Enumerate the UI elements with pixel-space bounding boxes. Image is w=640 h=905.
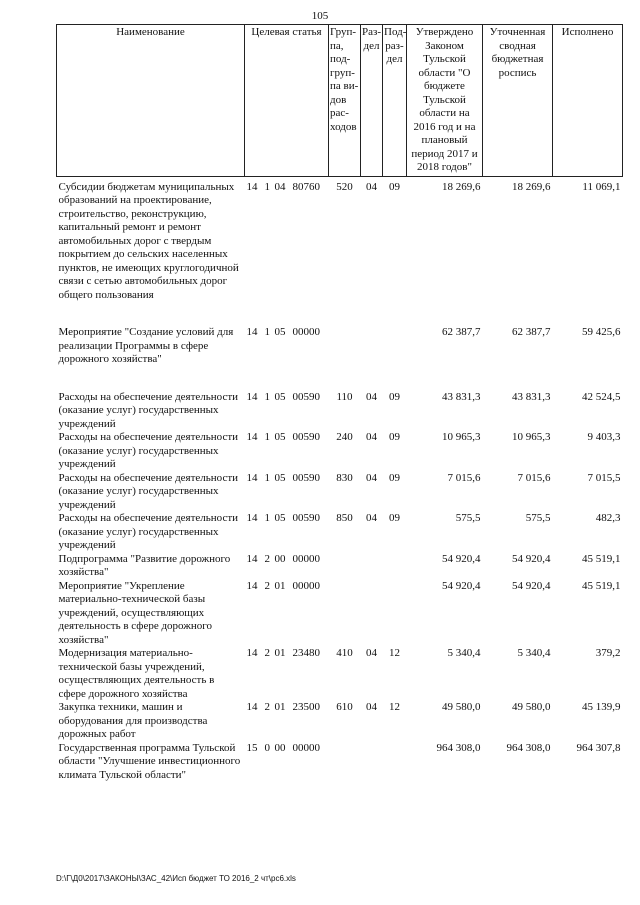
table-row (57, 512, 623, 553)
code-subprogram: 1 (264, 431, 270, 443)
row-subsection: 09 (389, 390, 400, 403)
code-event: 05 (274, 512, 286, 524)
code-program: 14 (246, 180, 258, 193)
row-expense-group: 830 (336, 471, 353, 484)
row-expense-group: 610 (336, 701, 353, 713)
row-target-code (245, 431, 329, 472)
code-subprogram: 1 (264, 180, 270, 193)
row-name: Мероприятие "Укрепление материально-технической базы учреждений, осуществляющих деятельность в сфере дорожного хозяйства" (58, 579, 213, 646)
row-approved: 964 308,0 (436, 741, 481, 754)
table-row (57, 176, 623, 302)
row-expense-group: 110 (336, 390, 353, 403)
row-subsection (383, 580, 407, 648)
row-executed: 45 139,9 (582, 701, 621, 713)
code-program: 14 (246, 390, 258, 403)
row-target-code (245, 176, 329, 302)
row-approved: 62 387,7 (442, 326, 481, 338)
code-direction: 23500 (292, 701, 320, 713)
row-subsection: 09 (389, 512, 400, 524)
row-approved: 10 965,3 (442, 431, 481, 443)
row-executed: 42 524,5 (582, 390, 621, 403)
row-target-code (245, 326, 329, 367)
table-row (57, 647, 623, 701)
code-event: 05 (274, 431, 286, 443)
code-direction: 80760 (292, 180, 320, 193)
code-program: 14 (246, 431, 258, 443)
row-name: Расходы на обеспечение деятельности (оказание услуг) государственных учреждений (58, 512, 239, 551)
code-subprogram: 2 (264, 552, 270, 565)
row-subsection (383, 326, 407, 367)
row-approved: 54 920,4 (442, 579, 481, 592)
row-section (361, 742, 383, 783)
row-expense-group: 240 (336, 431, 353, 443)
code-program: 14 (246, 512, 258, 524)
row-refined: 54 920,4 (512, 552, 551, 565)
code-direction: 00000 (292, 579, 320, 592)
code-subprogram: 0 (264, 741, 270, 754)
row-name: Государственная программа Тульской области "Улучшение инвестиционного климата Тульской области" (58, 741, 241, 781)
row-executed: 11 069,1 (582, 180, 621, 193)
table-row (57, 391, 623, 432)
row-section: 04 (366, 512, 377, 524)
code-event: 00 (274, 741, 286, 754)
table-row (57, 326, 623, 367)
row-executed: 9 403,3 (587, 431, 621, 443)
budget-table (56, 24, 623, 782)
row-name: Подпрограмма "Развитие дорожного хозяйства" (58, 552, 231, 578)
table-row (57, 472, 623, 513)
row-section: 04 (366, 180, 377, 193)
header-subsection: Под- раз- дел (383, 25, 407, 177)
row-expense-group (329, 742, 361, 783)
row-section: 04 (366, 471, 377, 484)
row-subsection: 09 (389, 180, 400, 193)
row-executed: 45 519,1 (582, 579, 621, 592)
row-expense-group: 520 (336, 180, 353, 193)
code-direction: 00000 (292, 741, 320, 754)
row-subsection: 09 (389, 431, 400, 443)
code-direction: 00590 (292, 431, 320, 443)
row-approved: 54 920,4 (442, 552, 481, 565)
row-name: Расходы на обеспечение деятельности (оказание услуг) государственных учреждений (58, 390, 239, 430)
row-approved: 5 340,4 (447, 647, 481, 659)
row-refined: 10 965,3 (512, 431, 551, 443)
code-event: 05 (274, 471, 286, 484)
code-program: 14 (246, 552, 258, 565)
header-refined: Уточненная сводная бюджетная роспись (483, 25, 553, 177)
row-executed: 59 425,6 (582, 326, 621, 338)
row-approved: 43 831,3 (442, 390, 481, 403)
table-row (57, 553, 623, 580)
row-refined: 54 920,4 (512, 579, 551, 592)
code-subprogram: 2 (264, 701, 270, 713)
code-subprogram: 1 (264, 471, 270, 484)
row-approved: 7 015,6 (447, 471, 481, 484)
table-body (57, 176, 623, 782)
row-approved: 575,5 (455, 512, 481, 524)
row-target-code (245, 580, 329, 648)
table-row (57, 431, 623, 472)
code-direction: 23480 (292, 647, 320, 659)
code-event: 00 (274, 552, 286, 565)
row-subsection: 12 (389, 701, 400, 713)
code-direction: 00590 (292, 512, 320, 524)
row-section: 04 (366, 390, 377, 403)
row-target-code (245, 391, 329, 432)
row-refined: 62 387,7 (512, 326, 551, 338)
code-subprogram: 1 (264, 512, 270, 524)
code-event: 01 (274, 579, 286, 592)
row-expense-group (329, 580, 361, 648)
code-event: 01 (274, 701, 286, 713)
row-target-code (245, 472, 329, 513)
row-target-code (245, 701, 329, 742)
row-name: Расходы на обеспечение деятельности (оказание услуг) государственных учреждений (58, 431, 239, 470)
code-direction: 00000 (292, 552, 320, 565)
row-expense-group (329, 326, 361, 367)
code-program: 14 (246, 326, 258, 338)
row-section: 04 (366, 701, 377, 713)
row-spacer (57, 367, 623, 391)
row-name: Модернизация материально-технической базы учреждений, осуществляющих деятельность в сфере дорожного хозяйства (58, 647, 215, 700)
code-program: 14 (246, 471, 258, 484)
row-expense-group: 850 (336, 512, 353, 524)
table-header-row (57, 25, 623, 177)
row-executed: 964 307,8 (576, 741, 621, 754)
code-event: 04 (274, 180, 286, 193)
code-event: 05 (274, 326, 286, 338)
row-refined: 18 269,6 (512, 180, 551, 193)
row-subsection (383, 553, 407, 580)
code-program: 14 (246, 647, 258, 659)
header-section: Раз- дел (361, 25, 383, 177)
row-refined: 43 831,3 (512, 390, 551, 403)
row-executed: 379,2 (595, 647, 621, 659)
code-event: 01 (274, 647, 286, 659)
row-section (361, 326, 383, 367)
row-name: Закупка техники, машин и оборудования для производства дорожных работ (58, 701, 208, 740)
table-row (57, 580, 623, 648)
header-expense-group: Груп- па, под- груп- па ви- дов рас- ходов (329, 25, 361, 177)
row-executed: 482,3 (595, 512, 621, 524)
row-subsection (383, 742, 407, 783)
header-name: Наименование (57, 25, 245, 177)
row-name: Расходы на обеспечение деятельности (оказание услуг) государственных учреждений (58, 471, 239, 511)
code-subprogram: 1 (264, 326, 270, 338)
row-approved: 18 269,6 (442, 180, 481, 193)
row-spacer (57, 302, 623, 326)
code-program: 14 (246, 579, 258, 592)
row-section: 04 (366, 647, 377, 659)
code-subprogram: 2 (264, 579, 270, 592)
row-refined: 5 340,4 (517, 647, 551, 659)
header-target-article: Целевая статья (245, 25, 329, 177)
code-subprogram: 2 (264, 647, 270, 659)
row-subsection: 12 (389, 647, 400, 659)
row-executed: 7 015,5 (587, 471, 621, 484)
row-section: 04 (366, 431, 377, 443)
table-row (57, 742, 623, 783)
header-executed: Исполнено (553, 25, 623, 177)
file-path-footer: D:\Г\Д0\2017\ЗАКОНЫ\ЗАС_42\Исп бюджет ТО 2016_2 чт\рс6.xls (56, 874, 296, 883)
row-section (361, 553, 383, 580)
code-direction: 00000 (292, 326, 320, 338)
row-executed: 45 519,1 (582, 552, 621, 565)
row-refined: 575,5 (525, 512, 551, 524)
row-refined: 49 580,0 (512, 701, 551, 713)
row-target-code (245, 647, 329, 701)
code-direction: 00590 (292, 471, 320, 484)
row-expense-group: 410 (336, 647, 353, 659)
row-target-code (245, 553, 329, 580)
row-target-code (245, 512, 329, 553)
code-program: 14 (246, 701, 258, 713)
row-name: Мероприятие "Создание условий для реализации Программы в сфере дорожного хозяйства" (58, 326, 234, 365)
row-subsection: 09 (389, 471, 400, 484)
row-expense-group (329, 553, 361, 580)
table-row (57, 701, 623, 742)
code-direction: 00590 (292, 390, 320, 403)
row-name: Субсидии бюджетам муниципальных образований на проектирование, строительство, реконструкцию, капитальный ремонт и ремонт автомобильных дорог с твердым покрытием до сельских населенных пунктов, не имеющих круглогодичной связи с сетью автомобильных дорог общего пользования (58, 180, 239, 301)
row-refined: 964 308,0 (506, 741, 551, 754)
page-number: 105 (311, 10, 329, 22)
row-section (361, 580, 383, 648)
header-approved: Утверждено Законом Тульской области "О бюджете Тульской области на 2016 год и на плановый период 2017 и 2018 годов" (407, 25, 483, 177)
row-target-code (245, 742, 329, 783)
code-subprogram: 1 (264, 390, 270, 403)
row-refined: 7 015,6 (517, 471, 551, 484)
code-program: 15 (246, 741, 258, 754)
code-event: 05 (274, 390, 286, 403)
row-approved: 49 580,0 (442, 701, 481, 713)
